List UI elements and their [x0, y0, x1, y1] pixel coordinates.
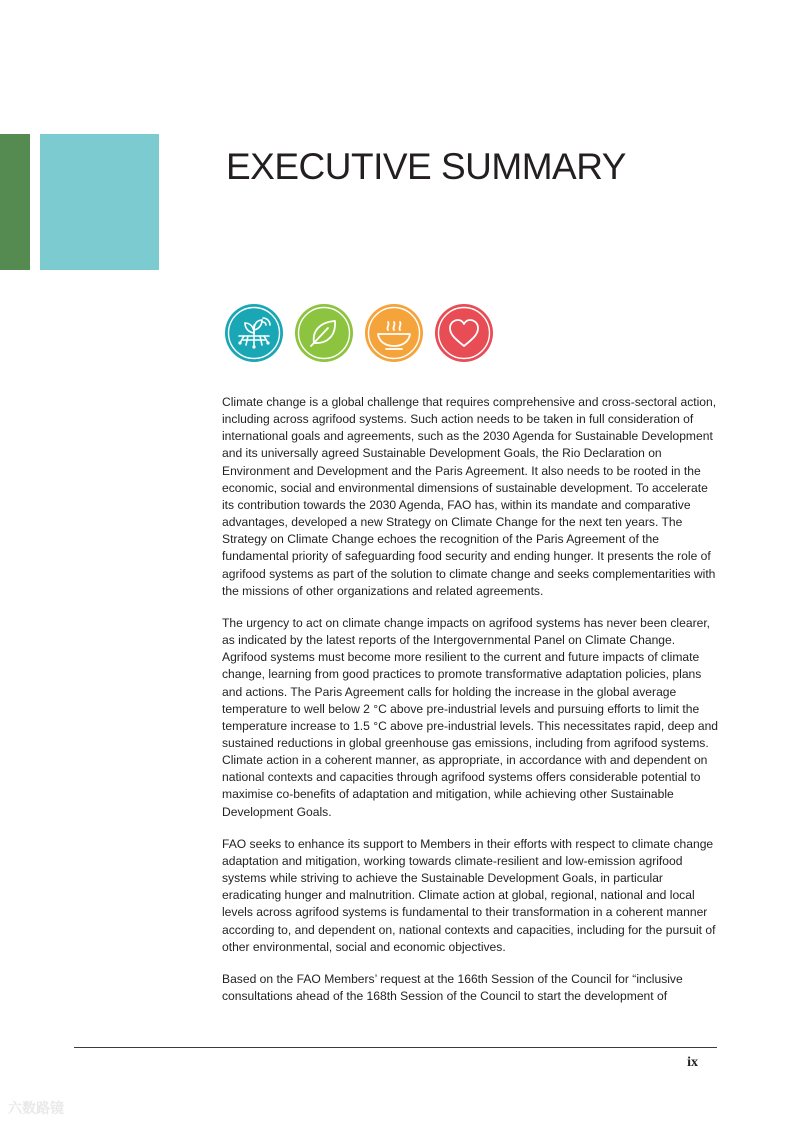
footer-rule [74, 1047, 717, 1048]
paragraph: The urgency to act on climate change impacts on agrifood systems has never been clearer, as indicated by the latest reports of the Intergovernmental Panel on Climate Change. Agrifood systems must become more resilient to the current and future impacts of climate change, learning from good practices to promote transformative adaptation policies, plans and actions. The Paris Agreement calls for holding the increase in the global average temperature to well below 2 °C above pre-industrial levels and pursuing efforts to limit the temperature increase to 1.5 °C above pre-industrial levels. This necessitates rapid, deep and sustained reductions in global greenhouse gas emissions, including from agrifood systems. Climate action in a coherent manner, as appropriate, in accordance with and dependent on national contexts and capacities through agrifood systems offers considerable potential to maximise co-benefits of adaptation and mitigation, while achieving other Sustainable Development Goals. [222, 615, 719, 819]
page-title: EXECUTIVE SUMMARY [226, 146, 626, 187]
paragraph: Climate change is a global challenge that requires comprehensive and cross-sectoral action, including across agrifood systems. Such action needs to be taken in full consideration of international goals and agreements, such as the 2030 Agenda for Sustainable Development and its universally agreed Sustainable Development Goals, the Rio Declaration on Environment and Development and the Paris Agreement. It also needs to be rooted in the economic, social and environmental dimensions of sustainable development. To accelerate its contribution towards the 2030 Agenda, FAO has, within its mandate and comparative advantages, developed a new Strategy on Climate Change for the next ten years. The Strategy on Climate Change echoes the recognition of the Paris Agreement of the fundamental priority of safeguarding food security and ending hunger. It presents the role of agrifood systems as part of the solution to climate change and seeks complementarities with the missions of other organizations and related agreements. [222, 395, 717, 598]
agrifood-systems-icon [224, 303, 284, 363]
green-accent-bar [0, 134, 30, 270]
theme-icons [224, 303, 494, 363]
body-text [222, 394, 720, 1020]
leaf-icon [294, 303, 354, 363]
page-number: ix [687, 1055, 698, 1070]
heart-icon [434, 303, 494, 363]
teal-accent-bar [40, 134, 159, 270]
paragraph: Based on the FAO Members’ request at the 166th Session of the Council for “inclusive consultations ahead of the 168th Session of the Council to start the development of [222, 971, 683, 1003]
paragraph: FAO seeks to enhance its support to Members in their efforts with respect to climate change adaptation and mitigation, working towards climate-resilient and low-emission agrifood systems while striving to achieve the Sustainable Development Goals, in particular eradicating hunger and malnutrition. Climate action at global, regional, national and local levels across agrifood systems is fundamental to their transformation in a coherent manner according to, and dependent on, national contexts and capacities, including for the pursuit of other environmental, social and economic objectives. [222, 836, 716, 954]
watermark: 六数路镜 [8, 1100, 64, 1116]
food-bowl-icon [364, 303, 424, 363]
